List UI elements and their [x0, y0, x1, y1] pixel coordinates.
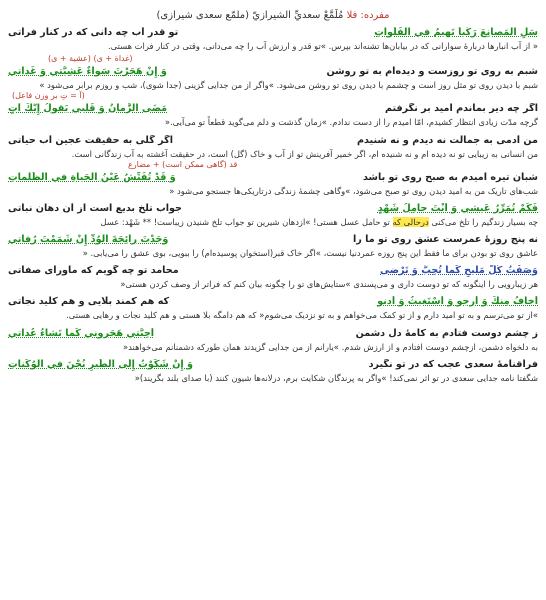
verse-translation: شب‌های تاریک من به امید دیدن روی تو صبح می‌شود، »وگاهی چشمهٔ زندگی درتاریکی‌ها جستجو می‌شود « [169, 185, 538, 196]
verse-translation: به دلخواه دشمن، ازچشم دوست افتادم و از ارزش شدم. »یارانم از من جدایی گزیدند همان طورکه دشمنانم می‌خواهند« [123, 341, 538, 352]
verse-right-hemistich: وَصَفْتُ كُلَّ مَليحٍ كَما تُحِبُّ وَ تَرْضى [380, 265, 538, 277]
verse-translation: »از تو می‌ترسم و به تو امید دارم و از تو کمک می‌خواهم و به تو نزدیک می‌شوم« که هم دامگه بلا هستی و هم کلید نجات و رهایی هستی. [66, 310, 538, 321]
verse-10 [8, 328, 538, 340]
verse-right-hemistich: شبان تیره امیدم به صبح روی تو باشد [363, 171, 538, 183]
verse-translation: هر زیبارویی را اینگونه که تو دوست داری و می‌پسندی »ستایش‌های تو را چگونه بیان کنم که فراتر از وصف کردن هستی« [120, 279, 538, 290]
verse-11 [8, 359, 538, 371]
verse-2 [8, 54, 538, 78]
verse-left-hemistich: أُحِبَّتي هَجَروني كَما تَشاءُ عُداتي [8, 327, 155, 339]
verse-left-hemistich: اگر گلی به حقیقت عجین آب حیاتی [8, 134, 173, 146]
verse-left-hemistich: وَ إِنْ هَجَرْتَ سَواءٌ عَشِيَّتي وَ غَداتي [8, 66, 167, 78]
verse-right-hemistich: ز چشم دوست فتادم به کامهٔ دل دشمن [355, 327, 538, 339]
grammar-note: (غداة + ی) (عشیة + ی) [48, 54, 133, 64]
verse-left-hemistich: جواب تلخ بدیع است از آن دهان نباتی [8, 202, 182, 214]
grammar-note: قد (گاهی ممکن است) + مضارع [128, 159, 238, 169]
verse-left-hemistich: که هم کمند بلایی و هم کلید نجاتی [8, 296, 170, 308]
verse-right-hemistich: شبم به روی تو روزست و دیده‌ام به تو روشن [326, 66, 538, 78]
verse-translation: شگفتا نامه جدایی سعدی در تو اثر نمی‌کند! »واگر به پرندگان شکایت برم، درلانه‌ها شیون کنند (با صدای بلند بگریند)« [134, 372, 538, 383]
verse-right-hemistich: نه پنج روزهٔ عمرست عشق روی تو ما را [352, 234, 538, 246]
verse-translation: من انسانی به زیبایی تو نه دیده ام و نه شنیده ام، اگر خمیر آفرینش تو از آب و خاک (گل) است، در حقیقت آغشته به آب زندگانی است. [71, 148, 538, 159]
verse-4 [8, 135, 538, 147]
verse-5 [8, 159, 538, 184]
verse-7 [8, 234, 538, 246]
verse-right-hemistich: من آدمی به جمالت نه دیدم و نه شنیدم [356, 134, 538, 146]
highlighted-phrase: درحالی که [392, 216, 429, 227]
verse-right-hemistich: فراقنامهٔ سعدی عجب که در تو نگیرد [368, 358, 538, 370]
verse-left-hemistich: تو قدر آب چه دانی که در کنار فراتی [8, 27, 179, 38]
verse-translation: چه بسیار زندگیم را تلخ می‌کنی درحالی که تو حامل عسل هستی! »ازدهان شیرین تو جواب تلخ شنیدن زیباست! ** شَهْد: عسل [100, 216, 538, 227]
verse-1 [8, 27, 538, 39]
verse-8 [8, 265, 538, 277]
verse-left-hemistich: محامد تو چه گویم که ماورای صفاتی [8, 265, 179, 277]
grammar-note: (آ = تِ بر وزن فاعل) [12, 91, 85, 101]
verse-3 [8, 91, 538, 115]
verse-left-hemistich: وَ إِنْ شَكَوْتُ إِلَى الطَّيرِ نُحْنَ في الوُكَناتِ [8, 358, 193, 370]
verse-translation: گرچه مدّت زیادی انتظار کشیدم، امّا امیدم را از دست ندادم. »زمان گذشت و دلم می‌گوید قطعاً تو می‌آیی.« [164, 117, 538, 128]
header-label: مفرده: فلا [346, 10, 390, 21]
verse-9 [8, 296, 538, 308]
verse-translation: « از آب انبارها دربارهٔ سوارانی که در بیابان‌ها تشنه‌اند بپرس. »تو قدر و ارزش آب را چه می‌دانی، وقتی در کنار فرات هستی. [107, 40, 538, 51]
page-header [8, 10, 538, 21]
verse-right-hemistich: أَخافُ مِنكَ وَ أَرجو وَ أَسْتَغيثُ وَ أَدنو [377, 296, 538, 308]
verse-right-hemistich: اگر چه دیر بماندم امید بر نگرفتم [384, 103, 538, 115]
page-title: مُلَمَّعْ سعديِّ الشيرازيّ (ملمّع سعدی شیرازی) [156, 10, 344, 21]
verse-left-hemistich: مَضَى الزَّمانُ وَ قَلبي يَقولُ إِنَّكَ آتٍ [8, 103, 168, 115]
verse-6 [8, 203, 538, 215]
verse-left-hemistich: وَجَدْتَ رائِحَةَ الوُدِّ إِنْ شَمَمْتَ رُفاتي [8, 234, 169, 246]
verse-left-hemistich: وَ قَدْ تُفَتِّشُ عَيْنُ الحَياةِ في الظُّلُماتِ [8, 171, 176, 183]
verse-right-hemistich: سَلِ المَصانِعَ رَكْباً تَهيمُ في الفَلَواتِ [374, 27, 538, 38]
verse-right-hemistich: فَكَمْ تُمَرِّرُ عَيشي وَ أَنْتَ حامِلُ شَهْدٍ [377, 202, 538, 214]
verse-translation: عاشق روی تو بودن برای ما فقط این پنج روزه عمردنیا نیست، »اگر خاک قبر(استخوان پوسیده‌ام) را ببویی، بوی عشق را می‌یابی. « [82, 248, 538, 259]
verse-translation: شبم با دیدن روی تو مثل روز است و چشمم با دیدن روی تو روشن می‌شود. »واگر از من جدایی گزینی (جدا شوی)، شب و روزم برابر می‌شود » [39, 80, 538, 91]
